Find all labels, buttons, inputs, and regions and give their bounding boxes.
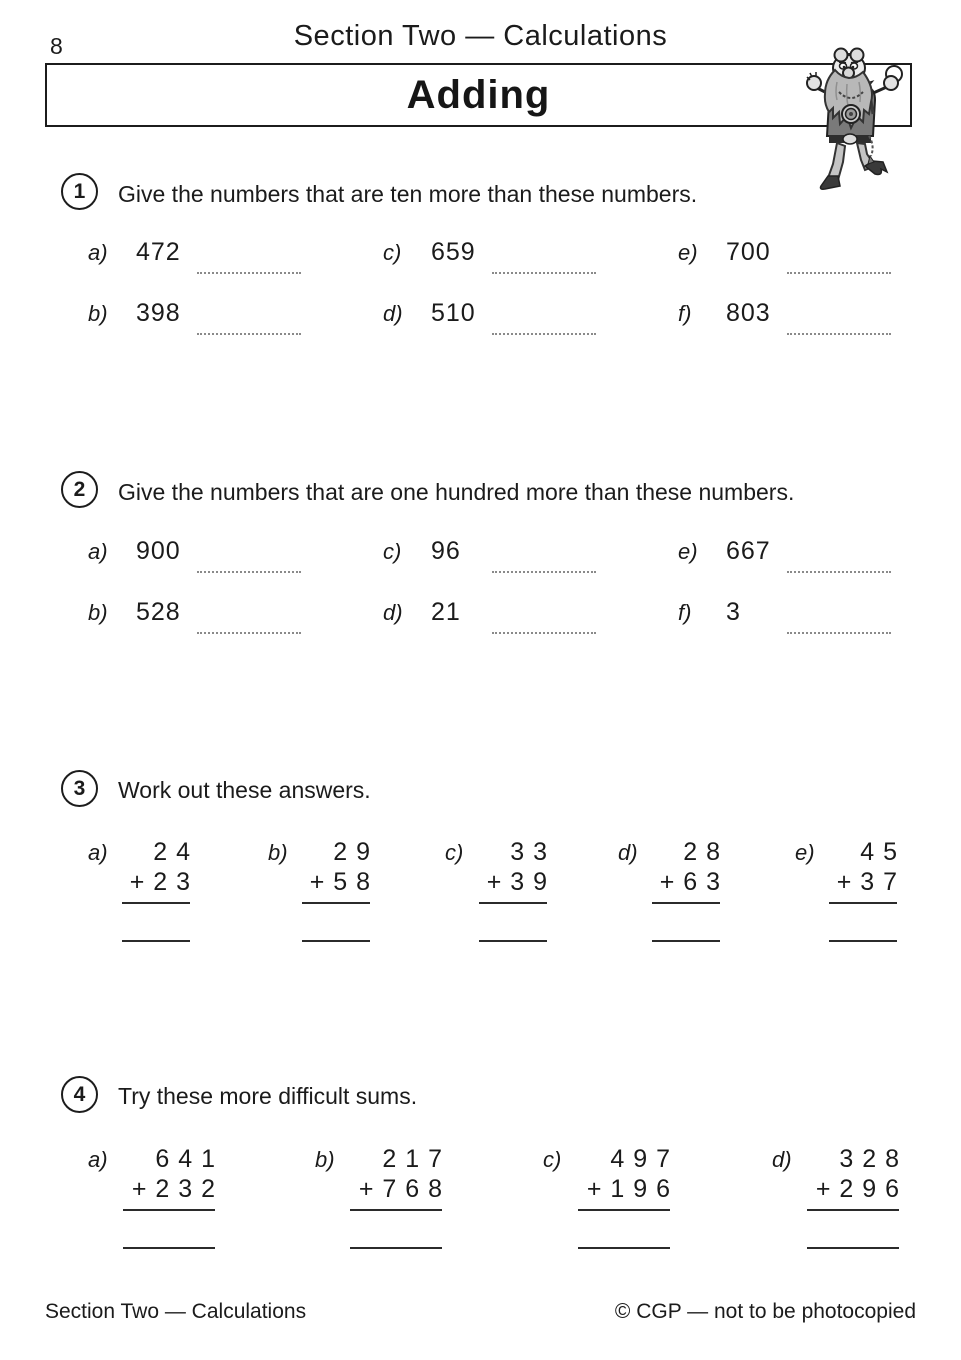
sum-rule-line	[807, 1209, 899, 1211]
item-label: c)	[383, 539, 402, 564]
item-label: d)	[383, 600, 403, 625]
title-box	[45, 63, 912, 127]
q4-sum-c	[543, 1145, 683, 1257]
q4-sum-b	[315, 1145, 455, 1257]
page-title: Adding	[406, 73, 551, 117]
item-value: 803	[726, 299, 771, 327]
sum-answer-area[interactable]	[350, 1212, 442, 1245]
sum-top-row: 6 4 1	[155, 1145, 215, 1173]
q3-sum-d	[618, 838, 758, 950]
sum-top-row: 2 8	[683, 838, 720, 866]
sum-rule-line	[479, 902, 547, 904]
item-value: 3	[726, 598, 741, 626]
answer-dotted-line[interactable]	[492, 632, 596, 634]
q1-item-b	[88, 299, 318, 345]
q1-item-a	[88, 238, 318, 284]
sum-bottom-row: + 2 3 2	[131, 1175, 215, 1203]
sum-label: d)	[618, 840, 638, 865]
sum-bottom-row: + 1 9 6	[586, 1175, 670, 1203]
sum-label: a)	[88, 1147, 108, 1172]
item-label: e)	[678, 539, 698, 564]
sum-label: b)	[268, 840, 288, 865]
answer-dotted-line[interactable]	[787, 571, 891, 573]
answer-dotted-line[interactable]	[787, 272, 891, 274]
sum-answer-area[interactable]	[123, 1212, 215, 1245]
question-4-badge: 4	[61, 1076, 98, 1113]
item-value: 21	[431, 598, 461, 626]
item-value: 96	[431, 537, 461, 565]
item-value: 510	[431, 299, 476, 327]
sum-answer-line	[807, 1247, 899, 1249]
footer-copyright: © CGP — not to be photocopied	[614, 1300, 916, 1323]
sum-answer-area[interactable]	[578, 1212, 670, 1245]
item-value: 900	[136, 537, 181, 565]
section-header: Section Two — Calculations	[293, 20, 668, 52]
answer-dotted-line[interactable]	[197, 632, 301, 634]
answer-dotted-line[interactable]	[492, 571, 596, 573]
sum-top-row: 3 3	[510, 838, 547, 866]
sum-top-row: 2 1 7	[382, 1145, 442, 1173]
sum-rule-line	[578, 1209, 670, 1211]
item-label: b)	[88, 301, 108, 326]
item-value: 667	[726, 537, 771, 565]
sum-answer-area[interactable]	[652, 905, 720, 938]
sum-answer-line	[652, 940, 720, 942]
sum-rule-line	[652, 902, 720, 904]
sum-answer-line	[479, 940, 547, 942]
q2-item-b	[88, 598, 318, 644]
sum-answer-area[interactable]	[479, 905, 547, 938]
sum-top-row: 4 9 7	[610, 1145, 670, 1173]
sum-rule-line	[122, 902, 190, 904]
sum-label: e)	[795, 840, 815, 865]
footer-section-label: Section Two — Calculations	[45, 1300, 307, 1323]
sum-answer-area[interactable]	[302, 905, 370, 938]
q3-sum-c	[445, 838, 585, 950]
item-label: e)	[678, 240, 698, 265]
q2-item-a	[88, 537, 318, 583]
item-value: 472	[136, 238, 181, 266]
sum-top-row: 2 4	[153, 838, 190, 866]
answer-dotted-line[interactable]	[492, 272, 596, 274]
answer-dotted-line[interactable]	[787, 333, 891, 335]
sum-answer-line	[302, 940, 370, 942]
q1-item-f	[678, 299, 908, 345]
sum-bottom-row: + 6 3	[659, 868, 720, 896]
question-2-badge: 2	[61, 471, 98, 508]
item-label: a)	[88, 240, 108, 265]
sum-bottom-row: + 3 7	[836, 868, 897, 896]
sum-rule-line	[829, 902, 897, 904]
sum-rule-line	[123, 1209, 215, 1211]
sum-answer-area[interactable]	[829, 905, 897, 938]
answer-dotted-line[interactable]	[197, 333, 301, 335]
question-3-badge: 3	[61, 770, 98, 807]
sum-label: a)	[88, 840, 108, 865]
sum-bottom-row: + 3 9	[486, 868, 547, 896]
question-4-prompt: Try these more difficult sums.	[118, 1083, 418, 1109]
q3-sum-b	[268, 838, 408, 950]
sum-top-row: 3 2 8	[839, 1145, 899, 1173]
sum-answer-line	[350, 1247, 442, 1249]
q1-item-e	[678, 238, 908, 284]
question-2-prompt: Give the numbers that are one hundred more than these numbers.	[118, 479, 795, 505]
q2-item-d	[383, 598, 613, 644]
sum-answer-area[interactable]	[122, 905, 190, 938]
sum-label: c)	[543, 1147, 562, 1172]
q3-sum-a	[88, 838, 228, 950]
item-label: c)	[383, 240, 402, 265]
q4-sum-a	[88, 1145, 228, 1257]
sum-top-row: 4 5	[860, 838, 897, 866]
sum-answer-line	[122, 940, 190, 942]
item-label: a)	[88, 539, 108, 564]
sum-bottom-row: + 2 9 6	[815, 1175, 899, 1203]
item-value: 659	[431, 238, 476, 266]
answer-dotted-line[interactable]	[787, 632, 891, 634]
sum-bottom-row: + 7 6 8	[358, 1175, 442, 1203]
item-value: 398	[136, 299, 181, 327]
sum-answer-line	[123, 1247, 215, 1249]
item-label: f)	[678, 600, 692, 625]
question-3-prompt: Work out these answers.	[118, 777, 371, 803]
sum-label: d)	[772, 1147, 792, 1172]
question-1-badge: 1	[61, 173, 98, 210]
sum-label: c)	[445, 840, 464, 865]
item-value: 528	[136, 598, 181, 626]
q2-item-e	[678, 537, 908, 583]
answer-dotted-line[interactable]	[197, 272, 301, 274]
q3-sum-e	[795, 838, 935, 950]
sum-answer-line	[829, 940, 897, 942]
item-label: d)	[383, 301, 403, 326]
q2-item-c	[383, 537, 613, 583]
sum-answer-line	[578, 1247, 670, 1249]
sum-bottom-row: + 2 3	[129, 868, 190, 896]
sum-bottom-row: + 5 8	[309, 868, 370, 896]
sum-rule-line	[350, 1209, 442, 1211]
item-label: f)	[678, 301, 692, 326]
q4-sum-d	[772, 1145, 912, 1257]
sum-rule-line	[302, 902, 370, 904]
sum-answer-area[interactable]	[807, 1212, 899, 1245]
item-value: 700	[726, 238, 771, 266]
answer-dotted-line[interactable]	[492, 333, 596, 335]
question-1-prompt: Give the numbers that are ten more than these numbers.	[118, 181, 698, 207]
q1-item-c	[383, 238, 613, 284]
answer-dotted-line[interactable]	[197, 571, 301, 573]
item-label: b)	[88, 600, 108, 625]
biker-mascot-illustration	[799, 42, 917, 194]
q1-item-d	[383, 299, 613, 345]
sum-label: b)	[315, 1147, 335, 1172]
page-number: 8	[50, 33, 63, 59]
sum-top-row: 2 9	[333, 838, 370, 866]
q2-item-f	[678, 598, 908, 644]
